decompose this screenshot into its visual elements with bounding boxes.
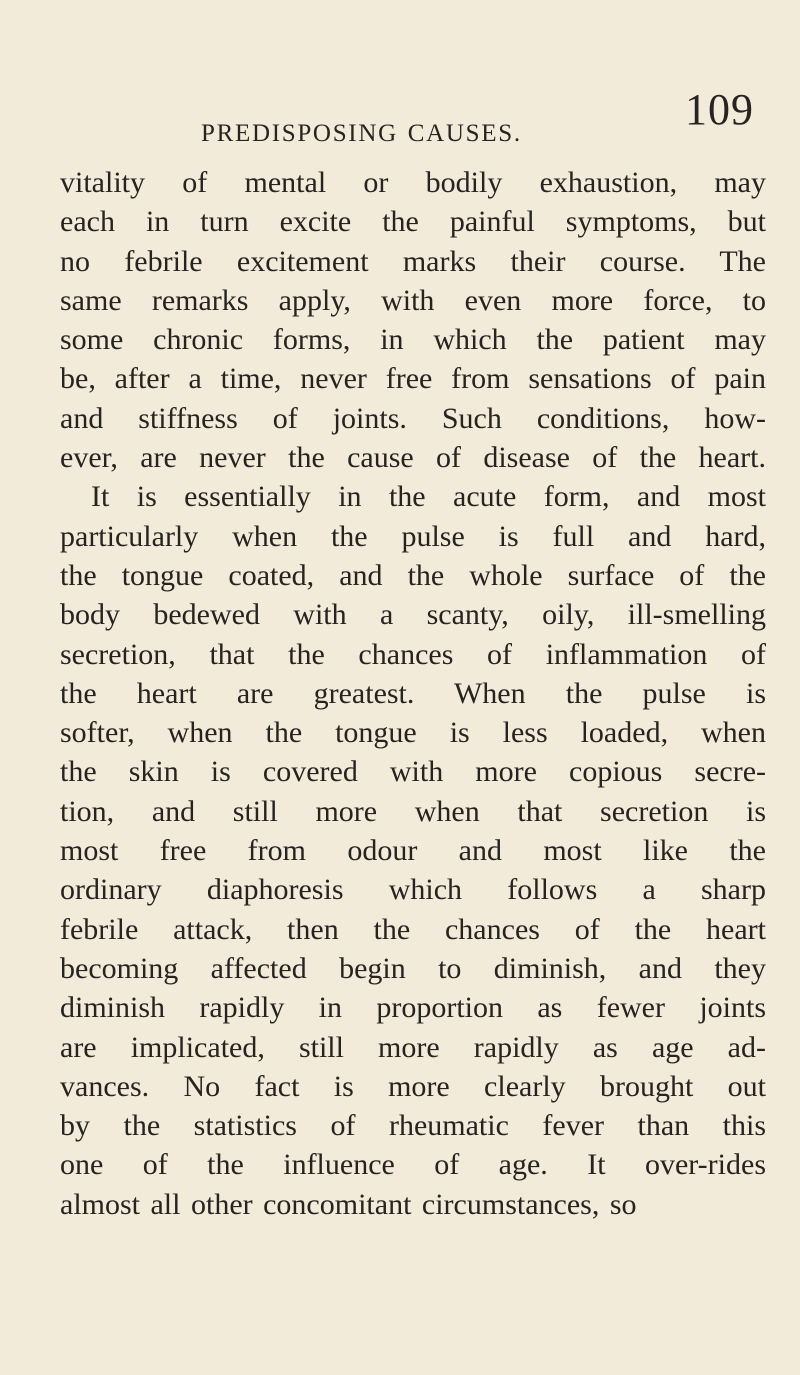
text-line-26: one of the influence of age. It over-rides <box>60 1148 766 1182</box>
text-line-3: no febrile excitement marks their course. The <box>60 244 766 278</box>
text-line-24: vances. No fact is more clearly brought out <box>60 1069 766 1103</box>
text-line-25: by the statistics of rheumatic fever than this <box>60 1109 766 1143</box>
text-line-23: are implicated, still more rapidly as age ad- <box>60 1030 766 1064</box>
text-line-21: becoming affected begin to diminish, and they <box>60 951 766 985</box>
text-line-19: ordinary diaphoresis which follows a sharp <box>60 873 766 907</box>
text-line-8: ever, are never the cause of disease of the heart. <box>60 441 766 475</box>
text-line-27: almost all other concomitant circumstances, so <box>60 1187 637 1221</box>
text-line-10: particularly when the pulse is full and hard, <box>60 519 766 553</box>
page-number: 109 <box>685 85 754 134</box>
text-line-6: be, after a time, never free from sensations of pain <box>60 362 766 396</box>
text-line-2: each in turn excite the painful symptoms, but <box>60 205 766 239</box>
text-line-15: softer, when the tongue is less loaded, when <box>60 716 766 750</box>
text-line-12: body bedewed with a scanty, oily, ill-smelling <box>60 598 766 632</box>
text-line-11: the tongue coated, and the whole surface of the <box>60 558 766 592</box>
running-header <box>60 85 754 148</box>
text-line-14: the heart are greatest. When the pulse is <box>60 676 766 710</box>
text-line-5: some chronic forms, in which the patient may <box>60 323 766 357</box>
text-line-16: the skin is covered with more copious secre- <box>60 755 766 789</box>
text-line-1: vitality of mental or bodily exhaustion, may <box>60 166 766 199</box>
text-line-13: secretion, that the chances of inflammation of <box>60 637 766 671</box>
text-line-22: diminish rapidly in proportion as fewer joints <box>60 991 766 1025</box>
text-line-7: and stiffness of joints. Such conditions, how- <box>60 401 766 435</box>
body-text <box>60 163 766 1224</box>
text-line-17: tion, and still more when that secretion is <box>60 794 766 828</box>
text-line-9: It is essentially in the acute form, and most <box>91 480 766 514</box>
text-line-20: febrile attack, then the chances of the heart <box>60 912 766 946</box>
text-line-4: same remarks apply, with even more force, to <box>60 283 766 317</box>
text-line-18: most free from odour and most like the <box>60 834 766 868</box>
running-title: PREDISPOSING CAUSES. <box>201 120 522 147</box>
